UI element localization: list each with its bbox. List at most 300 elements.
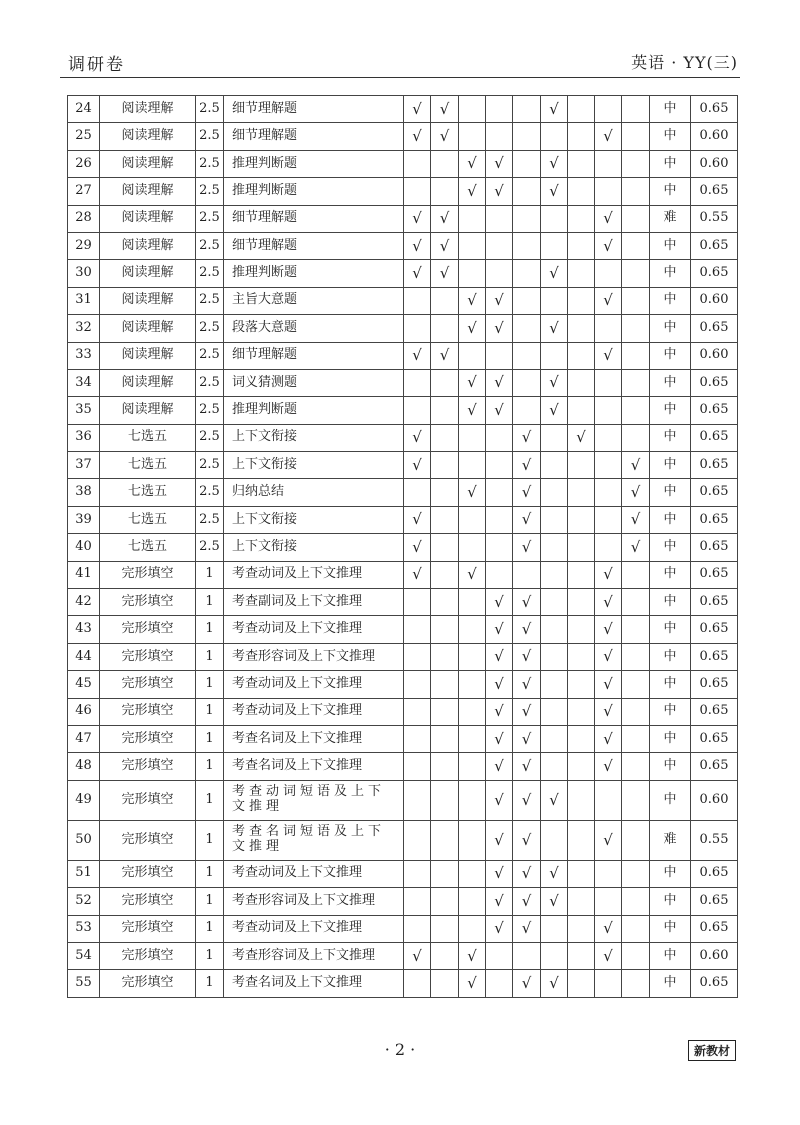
empty-check-cell xyxy=(568,178,595,205)
empty-check-cell xyxy=(404,780,431,820)
empty-check-cell xyxy=(622,915,650,942)
table-row xyxy=(68,915,738,942)
check-mark-cell: √ xyxy=(595,616,622,643)
empty-check-cell xyxy=(513,315,541,342)
empty-check-cell xyxy=(431,287,459,314)
difficulty-cell: 中 xyxy=(650,123,691,150)
check-mark-cell: √ xyxy=(459,150,486,177)
check-mark-cell: √ xyxy=(513,506,541,533)
score-cell: 2.5 xyxy=(196,123,224,150)
difficulty-cell: 中 xyxy=(650,915,691,942)
check-mark-cell: √ xyxy=(486,915,513,942)
topic-cell: 考查形容词及上下文推理 xyxy=(224,942,404,969)
check-mark-cell: √ xyxy=(513,424,541,451)
topic-cell: 考查动词及上下文推理 xyxy=(224,616,404,643)
score-cell: 2.5 xyxy=(196,178,224,205)
check-mark-cell: √ xyxy=(513,860,541,887)
difficulty-coefficient-cell: 0.65 xyxy=(691,698,738,725)
empty-check-cell xyxy=(459,860,486,887)
question-number-cell: 32 xyxy=(68,315,100,342)
empty-check-cell xyxy=(431,589,459,616)
check-mark-cell: √ xyxy=(622,534,650,561)
empty-check-cell xyxy=(431,970,459,997)
difficulty-coefficient-cell: 0.65 xyxy=(691,616,738,643)
header-divider xyxy=(60,77,740,78)
table-row xyxy=(68,780,738,820)
empty-check-cell xyxy=(513,232,541,259)
question-number-cell: 24 xyxy=(68,96,100,123)
table-row xyxy=(68,369,738,396)
difficulty-coefficient-cell: 0.60 xyxy=(691,150,738,177)
empty-check-cell xyxy=(541,342,568,369)
empty-check-cell xyxy=(568,915,595,942)
difficulty-coefficient-cell: 0.65 xyxy=(691,915,738,942)
empty-check-cell xyxy=(622,342,650,369)
question-type-cell: 阅读理解 xyxy=(100,178,196,205)
table-row xyxy=(68,970,738,997)
difficulty-cell: 中 xyxy=(650,643,691,670)
check-mark-cell: √ xyxy=(541,780,568,820)
empty-check-cell xyxy=(459,616,486,643)
empty-check-cell xyxy=(595,970,622,997)
table-row xyxy=(68,150,738,177)
check-mark-cell: √ xyxy=(595,942,622,969)
empty-check-cell xyxy=(595,369,622,396)
empty-check-cell xyxy=(431,942,459,969)
topic-cell: 考查动词及上下文推理 xyxy=(224,561,404,588)
empty-check-cell xyxy=(404,150,431,177)
topic-cell: 上下文衔接 xyxy=(224,452,404,479)
difficulty-cell: 中 xyxy=(650,178,691,205)
empty-check-cell xyxy=(513,150,541,177)
empty-check-cell xyxy=(404,698,431,725)
question-type-cell: 七选五 xyxy=(100,479,196,506)
empty-check-cell xyxy=(459,915,486,942)
empty-check-cell xyxy=(541,725,568,752)
check-mark-cell: √ xyxy=(513,970,541,997)
empty-check-cell xyxy=(622,888,650,915)
empty-check-cell xyxy=(622,970,650,997)
difficulty-coefficient-cell: 0.55 xyxy=(691,820,738,860)
empty-check-cell xyxy=(459,424,486,451)
question-type-cell: 阅读理解 xyxy=(100,96,196,123)
empty-check-cell xyxy=(513,342,541,369)
question-number-cell: 28 xyxy=(68,205,100,232)
check-mark-cell: √ xyxy=(486,725,513,752)
empty-check-cell xyxy=(541,698,568,725)
table-row xyxy=(68,820,738,860)
empty-check-cell xyxy=(431,479,459,506)
question-type-cell: 完形填空 xyxy=(100,698,196,725)
empty-check-cell xyxy=(541,123,568,150)
empty-check-cell xyxy=(541,479,568,506)
empty-check-cell xyxy=(459,452,486,479)
topic-cell: 上下文衔接 xyxy=(224,424,404,451)
empty-check-cell xyxy=(595,178,622,205)
empty-check-cell xyxy=(622,561,650,588)
question-number-cell: 50 xyxy=(68,820,100,860)
check-mark-cell: √ xyxy=(595,342,622,369)
score-cell: 2.5 xyxy=(196,424,224,451)
empty-check-cell xyxy=(595,397,622,424)
table-row xyxy=(68,260,738,287)
difficulty-coefficient-cell: 0.65 xyxy=(691,315,738,342)
question-type-cell: 阅读理解 xyxy=(100,315,196,342)
question-type-cell: 阅读理解 xyxy=(100,123,196,150)
empty-check-cell xyxy=(622,424,650,451)
score-cell: 2.5 xyxy=(196,205,224,232)
table-row xyxy=(68,123,738,150)
check-mark-cell: √ xyxy=(513,698,541,725)
empty-check-cell xyxy=(568,820,595,860)
check-mark-cell: √ xyxy=(486,888,513,915)
empty-check-cell xyxy=(431,315,459,342)
check-mark-cell: √ xyxy=(459,369,486,396)
empty-check-cell xyxy=(431,616,459,643)
difficulty-cell: 中 xyxy=(650,780,691,820)
difficulty-coefficient-cell: 0.65 xyxy=(691,479,738,506)
difficulty-coefficient-cell: 0.65 xyxy=(691,178,738,205)
check-mark-cell: √ xyxy=(459,479,486,506)
score-cell: 1 xyxy=(196,942,224,969)
difficulty-coefficient-cell: 0.65 xyxy=(691,643,738,670)
check-mark-cell: √ xyxy=(431,96,459,123)
question-number-cell: 51 xyxy=(68,860,100,887)
check-mark-cell: √ xyxy=(459,970,486,997)
check-mark-cell: √ xyxy=(622,506,650,533)
question-number-cell: 30 xyxy=(68,260,100,287)
empty-check-cell xyxy=(459,780,486,820)
empty-check-cell xyxy=(404,479,431,506)
check-mark-cell: √ xyxy=(541,178,568,205)
empty-check-cell xyxy=(622,753,650,780)
check-mark-cell: √ xyxy=(595,589,622,616)
empty-check-cell xyxy=(568,942,595,969)
doc-header-subject: 英语 · YY(三) xyxy=(631,53,738,72)
question-type-cell: 完形填空 xyxy=(100,915,196,942)
difficulty-coefficient-cell: 0.65 xyxy=(691,260,738,287)
empty-check-cell xyxy=(431,888,459,915)
question-type-cell: 完形填空 xyxy=(100,820,196,860)
check-mark-cell: √ xyxy=(431,123,459,150)
topic-cell: 细节理解题 xyxy=(224,232,404,259)
table-row xyxy=(68,232,738,259)
table-row xyxy=(68,452,738,479)
empty-check-cell xyxy=(486,970,513,997)
difficulty-cell: 中 xyxy=(650,534,691,561)
score-cell: 1 xyxy=(196,698,224,725)
empty-check-cell xyxy=(431,820,459,860)
empty-check-cell xyxy=(595,780,622,820)
check-mark-cell: √ xyxy=(404,96,431,123)
check-mark-cell: √ xyxy=(486,860,513,887)
difficulty-cell: 中 xyxy=(650,589,691,616)
difficulty-cell: 中 xyxy=(650,342,691,369)
empty-check-cell xyxy=(541,287,568,314)
check-mark-cell: √ xyxy=(541,369,568,396)
check-mark-cell: √ xyxy=(486,780,513,820)
question-type-cell: 七选五 xyxy=(100,534,196,561)
question-number-cell: 49 xyxy=(68,780,100,820)
table-row xyxy=(68,643,738,670)
empty-check-cell xyxy=(622,942,650,969)
empty-check-cell xyxy=(568,452,595,479)
check-mark-cell: √ xyxy=(404,534,431,561)
topic-cell: 考查副词及上下文推理 xyxy=(224,589,404,616)
question-number-cell: 45 xyxy=(68,671,100,698)
check-mark-cell: √ xyxy=(404,342,431,369)
empty-check-cell xyxy=(513,369,541,396)
empty-check-cell xyxy=(459,589,486,616)
difficulty-cell: 难 xyxy=(650,820,691,860)
difficulty-coefficient-cell: 0.65 xyxy=(691,753,738,780)
difficulty-coefficient-cell: 0.65 xyxy=(691,452,738,479)
empty-check-cell xyxy=(568,589,595,616)
topic-cell: 考查形容词及上下文推理 xyxy=(224,643,404,670)
empty-check-cell xyxy=(486,506,513,533)
check-mark-cell: √ xyxy=(595,232,622,259)
empty-check-cell xyxy=(431,397,459,424)
empty-check-cell xyxy=(622,96,650,123)
difficulty-cell: 中 xyxy=(650,287,691,314)
question-number-cell: 36 xyxy=(68,424,100,451)
empty-check-cell xyxy=(459,260,486,287)
empty-check-cell xyxy=(568,753,595,780)
question-type-cell: 阅读理解 xyxy=(100,205,196,232)
empty-check-cell xyxy=(568,725,595,752)
empty-check-cell xyxy=(568,860,595,887)
check-mark-cell: √ xyxy=(513,589,541,616)
question-number-cell: 33 xyxy=(68,342,100,369)
empty-check-cell xyxy=(568,888,595,915)
check-mark-cell: √ xyxy=(513,725,541,752)
table-row xyxy=(68,561,738,588)
question-type-cell: 阅读理解 xyxy=(100,342,196,369)
question-number-cell: 35 xyxy=(68,397,100,424)
empty-check-cell xyxy=(513,942,541,969)
empty-check-cell xyxy=(404,888,431,915)
topic-cell: 推理判断题 xyxy=(224,397,404,424)
empty-check-cell xyxy=(622,820,650,860)
difficulty-cell: 难 xyxy=(650,205,691,232)
difficulty-coefficient-cell: 0.65 xyxy=(691,506,738,533)
empty-check-cell xyxy=(622,287,650,314)
check-mark-cell: √ xyxy=(622,479,650,506)
score-cell: 2.5 xyxy=(196,287,224,314)
empty-check-cell xyxy=(486,942,513,969)
check-mark-cell: √ xyxy=(595,915,622,942)
difficulty-coefficient-cell: 0.65 xyxy=(691,888,738,915)
topic-cell: 归纳总结 xyxy=(224,479,404,506)
topic-cell: 考查形容词及上下文推理 xyxy=(224,888,404,915)
empty-check-cell xyxy=(486,424,513,451)
score-cell: 1 xyxy=(196,561,224,588)
difficulty-cell: 中 xyxy=(650,561,691,588)
empty-check-cell xyxy=(568,780,595,820)
topic-cell: 词义猜测题 xyxy=(224,369,404,396)
difficulty-coefficient-cell: 0.65 xyxy=(691,232,738,259)
empty-check-cell xyxy=(622,369,650,396)
question-number-cell: 25 xyxy=(68,123,100,150)
topic-cell: 考查名词及上下文推理 xyxy=(224,753,404,780)
difficulty-cell: 中 xyxy=(650,150,691,177)
difficulty-cell: 中 xyxy=(650,232,691,259)
score-cell: 1 xyxy=(196,671,224,698)
score-cell: 2.5 xyxy=(196,452,224,479)
difficulty-cell: 中 xyxy=(650,315,691,342)
topic-cell: 推理判断题 xyxy=(224,260,404,287)
difficulty-cell: 中 xyxy=(650,616,691,643)
check-mark-cell: √ xyxy=(513,915,541,942)
check-mark-cell: √ xyxy=(541,970,568,997)
question-number-cell: 42 xyxy=(68,589,100,616)
check-mark-cell: √ xyxy=(486,369,513,396)
empty-check-cell xyxy=(486,534,513,561)
check-mark-cell: √ xyxy=(459,397,486,424)
question-type-cell: 完形填空 xyxy=(100,860,196,887)
table-row xyxy=(68,424,738,451)
question-type-cell: 阅读理解 xyxy=(100,232,196,259)
check-mark-cell: √ xyxy=(513,534,541,561)
topic-cell: 上下文衔接 xyxy=(224,506,404,533)
question-number-cell: 46 xyxy=(68,698,100,725)
question-number-cell: 29 xyxy=(68,232,100,259)
empty-check-cell xyxy=(404,915,431,942)
empty-check-cell xyxy=(404,643,431,670)
check-mark-cell: √ xyxy=(459,561,486,588)
difficulty-cell: 中 xyxy=(650,753,691,780)
score-cell: 2.5 xyxy=(196,232,224,259)
empty-check-cell xyxy=(568,150,595,177)
empty-check-cell xyxy=(513,178,541,205)
topic-cell: 细节理解题 xyxy=(224,123,404,150)
empty-check-cell xyxy=(459,123,486,150)
empty-check-cell xyxy=(568,315,595,342)
question-type-cell: 完形填空 xyxy=(100,589,196,616)
empty-check-cell xyxy=(541,205,568,232)
question-type-cell: 完形填空 xyxy=(100,780,196,820)
difficulty-cell: 中 xyxy=(650,397,691,424)
table-row xyxy=(68,96,738,123)
check-mark-cell: √ xyxy=(431,205,459,232)
empty-check-cell xyxy=(431,561,459,588)
empty-check-cell xyxy=(459,534,486,561)
empty-check-cell xyxy=(431,643,459,670)
empty-check-cell xyxy=(568,643,595,670)
table-row xyxy=(68,397,738,424)
difficulty-coefficient-cell: 0.60 xyxy=(691,780,738,820)
empty-check-cell xyxy=(459,671,486,698)
table-row xyxy=(68,942,738,969)
check-mark-cell: √ xyxy=(595,753,622,780)
difficulty-coefficient-cell: 0.65 xyxy=(691,534,738,561)
check-mark-cell: √ xyxy=(404,260,431,287)
empty-check-cell xyxy=(622,123,650,150)
table-row xyxy=(68,888,738,915)
difficulty-cell: 中 xyxy=(650,506,691,533)
question-type-cell: 完形填空 xyxy=(100,643,196,670)
question-type-cell: 阅读理解 xyxy=(100,287,196,314)
empty-check-cell xyxy=(541,671,568,698)
question-number-cell: 41 xyxy=(68,561,100,588)
score-cell: 1 xyxy=(196,616,224,643)
question-number-cell: 48 xyxy=(68,753,100,780)
empty-check-cell xyxy=(459,205,486,232)
empty-check-cell xyxy=(568,287,595,314)
empty-check-cell xyxy=(486,452,513,479)
empty-check-cell xyxy=(431,698,459,725)
question-number-cell: 31 xyxy=(68,287,100,314)
difficulty-coefficient-cell: 0.65 xyxy=(691,725,738,752)
difficulty-coefficient-cell: 0.65 xyxy=(691,860,738,887)
check-mark-cell: √ xyxy=(513,452,541,479)
check-mark-cell: √ xyxy=(541,260,568,287)
empty-check-cell xyxy=(486,123,513,150)
table-row xyxy=(68,506,738,533)
difficulty-coefficient-cell: 0.60 xyxy=(691,942,738,969)
score-cell: 1 xyxy=(196,915,224,942)
table-row xyxy=(68,534,738,561)
question-number-cell: 39 xyxy=(68,506,100,533)
check-mark-cell: √ xyxy=(431,232,459,259)
empty-check-cell xyxy=(568,561,595,588)
empty-check-cell xyxy=(568,369,595,396)
question-type-cell: 完形填空 xyxy=(100,753,196,780)
question-type-cell: 完形填空 xyxy=(100,888,196,915)
empty-check-cell xyxy=(595,888,622,915)
empty-check-cell xyxy=(541,232,568,259)
check-mark-cell: √ xyxy=(404,232,431,259)
question-number-cell: 47 xyxy=(68,725,100,752)
difficulty-coefficient-cell: 0.65 xyxy=(691,424,738,451)
check-mark-cell: √ xyxy=(513,616,541,643)
empty-check-cell xyxy=(568,479,595,506)
check-mark-cell: √ xyxy=(486,820,513,860)
check-mark-cell: √ xyxy=(486,150,513,177)
check-mark-cell: √ xyxy=(595,725,622,752)
question-number-cell: 34 xyxy=(68,369,100,396)
empty-check-cell xyxy=(513,397,541,424)
question-number-cell: 38 xyxy=(68,479,100,506)
topic-cell: 推理判断题 xyxy=(224,178,404,205)
empty-check-cell xyxy=(595,479,622,506)
new-textbook-badge: 新教材 xyxy=(688,1040,736,1061)
empty-check-cell xyxy=(595,150,622,177)
topic-cell: 考查名词及上下文推理 xyxy=(224,725,404,752)
difficulty-coefficient-cell: 0.65 xyxy=(691,671,738,698)
difficulty-cell: 中 xyxy=(650,671,691,698)
empty-check-cell xyxy=(568,123,595,150)
score-cell: 2.5 xyxy=(196,150,224,177)
difficulty-cell: 中 xyxy=(650,942,691,969)
check-mark-cell: √ xyxy=(622,452,650,479)
empty-check-cell xyxy=(404,671,431,698)
empty-check-cell xyxy=(595,424,622,451)
difficulty-coefficient-cell: 0.65 xyxy=(691,589,738,616)
empty-check-cell xyxy=(622,232,650,259)
difficulty-coefficient-cell: 0.65 xyxy=(691,561,738,588)
difficulty-coefficient-cell: 0.65 xyxy=(691,369,738,396)
table-row xyxy=(68,479,738,506)
question-analysis-table xyxy=(67,95,738,998)
check-mark-cell: √ xyxy=(486,643,513,670)
empty-check-cell xyxy=(459,506,486,533)
empty-check-cell xyxy=(486,205,513,232)
check-mark-cell: √ xyxy=(486,397,513,424)
empty-check-cell xyxy=(459,643,486,670)
empty-check-cell xyxy=(622,260,650,287)
empty-check-cell xyxy=(568,970,595,997)
